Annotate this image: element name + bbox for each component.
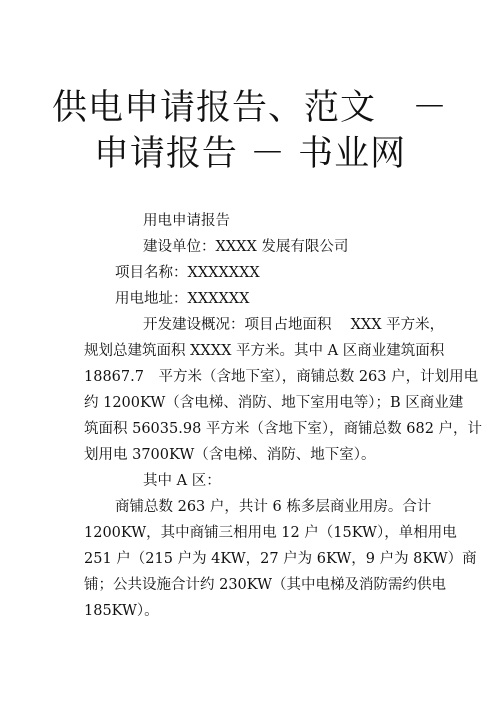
zone-a-line-2: 1200KW，其中商铺三相用电 12 户（15KW），单相用电	[84, 525, 457, 541]
zone-a-line-5: 185KW）。	[84, 603, 159, 619]
power-address: 用电地址：XXXXXX	[115, 291, 250, 307]
overview-line-6: 划用电 3700KW（含电梯、消防、地下室）。	[84, 447, 376, 463]
overview-line-2: 规划总建筑面积 XXXX 平方米。其中 A 区商业建筑面积	[84, 343, 445, 359]
project-name: 项目名称：XXXXXXX	[115, 265, 260, 281]
overview-line-5: 筑面积 56035.98 平方米（含地下室），商铺总数 682 户，计	[84, 421, 483, 437]
document-title-line-2: 申请报告 － 书业网	[93, 134, 407, 174]
zone-a-heading: 其中 A 区：	[143, 473, 221, 489]
heading-power-application: 用电申请报告	[143, 213, 230, 229]
zone-a-line-1: 商铺总数 263 户，共计 6 栋多层商业用房。合计	[115, 499, 432, 515]
overview-line-1: 开发建设概况：项目占地面积 XXX 平方米，	[143, 317, 445, 333]
construction-unit: 建设单位：XXXX 发展有限公司	[143, 239, 349, 255]
overview-line-4: 约 1200KW（含电梯、消防、地下室用电等）；B 区商业建	[84, 395, 464, 411]
zone-a-line-4: 铺；公共设施合计约 230KW（其中电梯及消防需约供电	[84, 577, 447, 593]
document-title-line-1: 供电申请报告、范文 －	[51, 88, 448, 128]
overview-line-3: 18867.7 平方米（含地下室），商铺总数 263 户，计划用电	[84, 369, 479, 385]
zone-a-line-3: 251 户（215 户为 4KW，27 户为 6KW，9 户为 8KW）商	[84, 551, 477, 567]
